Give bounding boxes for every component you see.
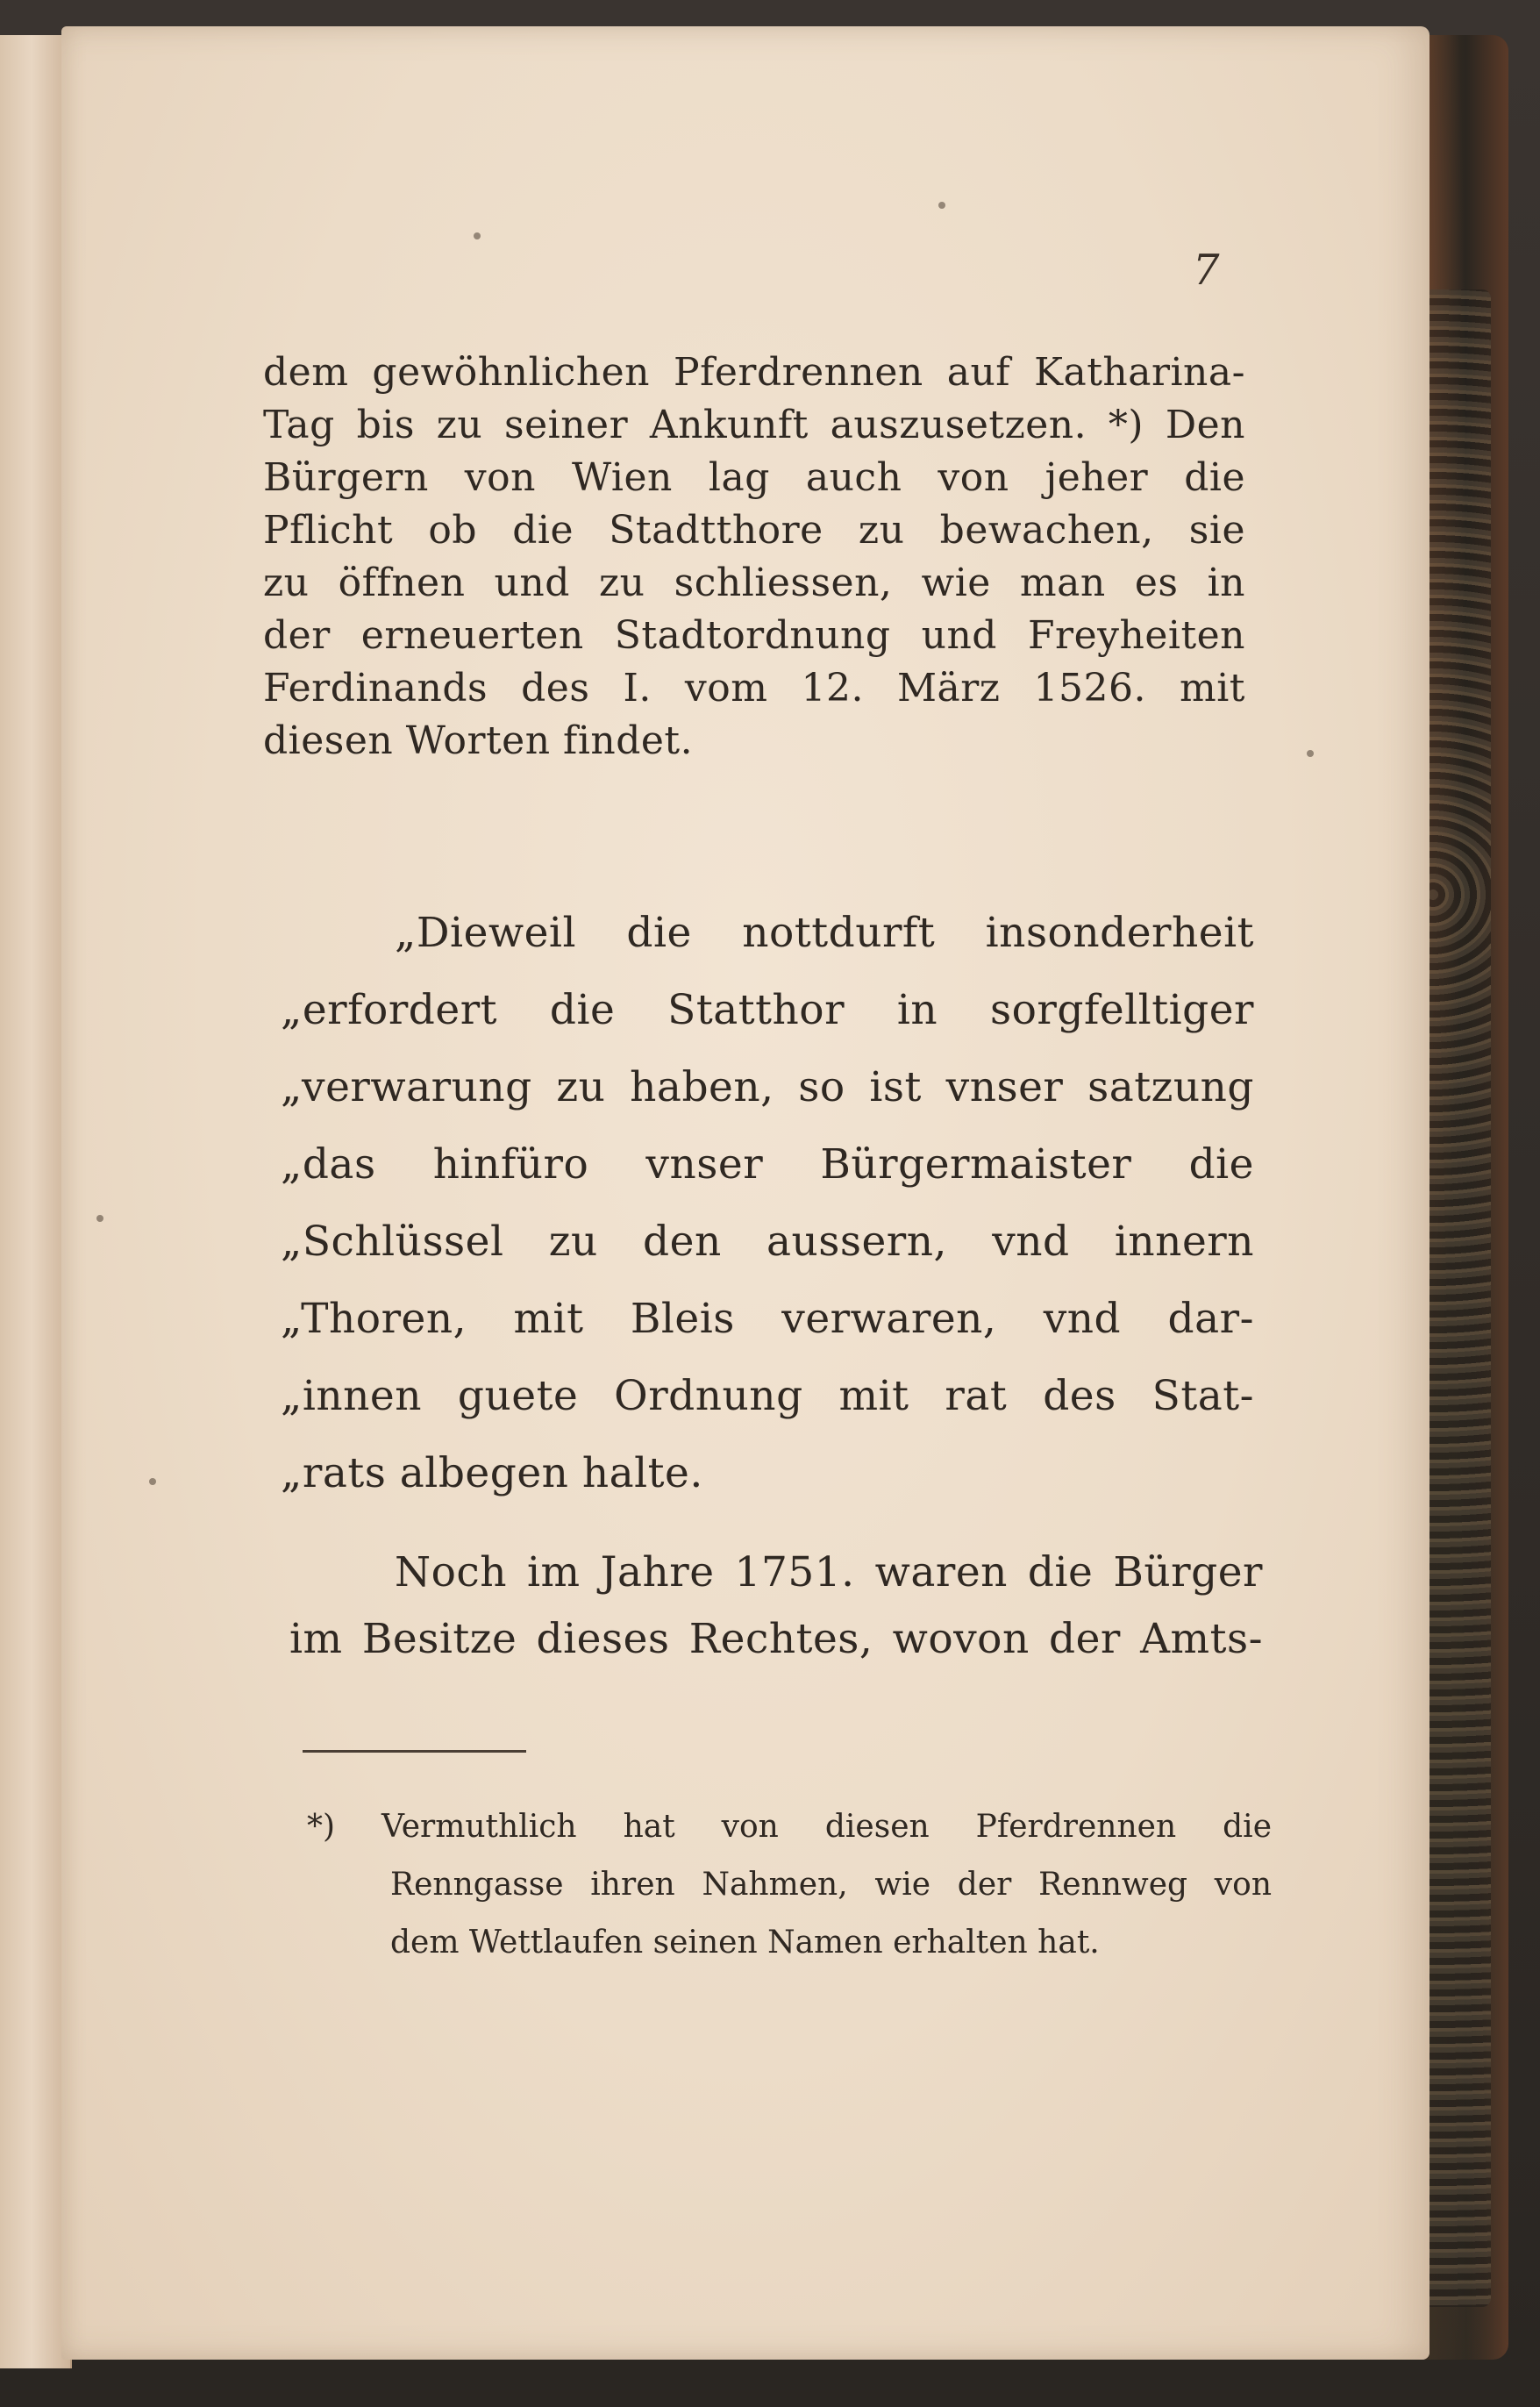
text-line: Noch im Jahre 1751. waren die Bürger xyxy=(395,1548,1263,1596)
book-page xyxy=(61,26,1429,2360)
text-line: der erneuerten Stadtordnung und Freyheiten xyxy=(263,613,1245,658)
text-line: Tag bis zu seiner Ankunft auszusetzen. *) Den xyxy=(263,403,1245,447)
text-line: dem gewöhnlichen Pferdrennen auf Katharina- xyxy=(263,350,1245,395)
paragraph-3 xyxy=(289,1539,1263,1673)
paper-speck xyxy=(96,1215,103,1222)
quote-line: „Thoren, mit Bleis verwaren, vnd dar- xyxy=(281,1295,1254,1343)
paper-speck xyxy=(474,232,481,239)
footnote xyxy=(307,1798,1272,1972)
text-line: diesen Worten findet. xyxy=(263,718,694,763)
quote-line: „das hinfüro vnser Bürgermaister die xyxy=(281,1140,1254,1189)
page-number: 7 xyxy=(1193,246,1220,295)
footnote-line: dem Wettlaufen seinen Namen erhalten hat. xyxy=(390,1925,1100,1961)
footnote-line: Renngasse ihren Nahmen, wie der Rennweg von xyxy=(390,1867,1272,1903)
paper-speck xyxy=(938,202,945,209)
paper-speck xyxy=(1307,750,1314,757)
text-line: Ferdinands des I. vom 12. März 1526. mit xyxy=(263,666,1245,711)
quote-line: „erfordert die Statthor in sorgfelltiger xyxy=(281,986,1254,1034)
paragraph-1 xyxy=(263,346,1245,768)
text-line: Bürgern von Wien lag auch von jeher die xyxy=(263,455,1245,500)
quote-line: „verwarung zu haben, so ist vnser satzung xyxy=(281,1063,1254,1111)
text-line: Pflicht ob die Stadtthore zu bewachen, sie xyxy=(263,508,1245,553)
quote-line: „rats albegen halte. xyxy=(281,1449,703,1497)
quotation xyxy=(281,895,1254,1512)
footnote-divider xyxy=(303,1750,526,1753)
text-line: im Besitze dieses Rechtes, wovon der Amts- xyxy=(289,1615,1263,1663)
quote-line: „innen guete Ordnung mit rat des Stat- xyxy=(281,1372,1254,1420)
quote-line: „Dieweil die nottdurft insonderheit xyxy=(395,909,1254,957)
paper-speck xyxy=(149,1478,156,1485)
text-line: zu öffnen und zu schliessen, wie man es in xyxy=(263,561,1245,605)
quote-line: „Schlüssel zu den aussern, vnd innern xyxy=(281,1218,1254,1266)
footnote-line: *) Vermuthlich hat von diesen Pferdrennen die xyxy=(307,1809,1272,1845)
